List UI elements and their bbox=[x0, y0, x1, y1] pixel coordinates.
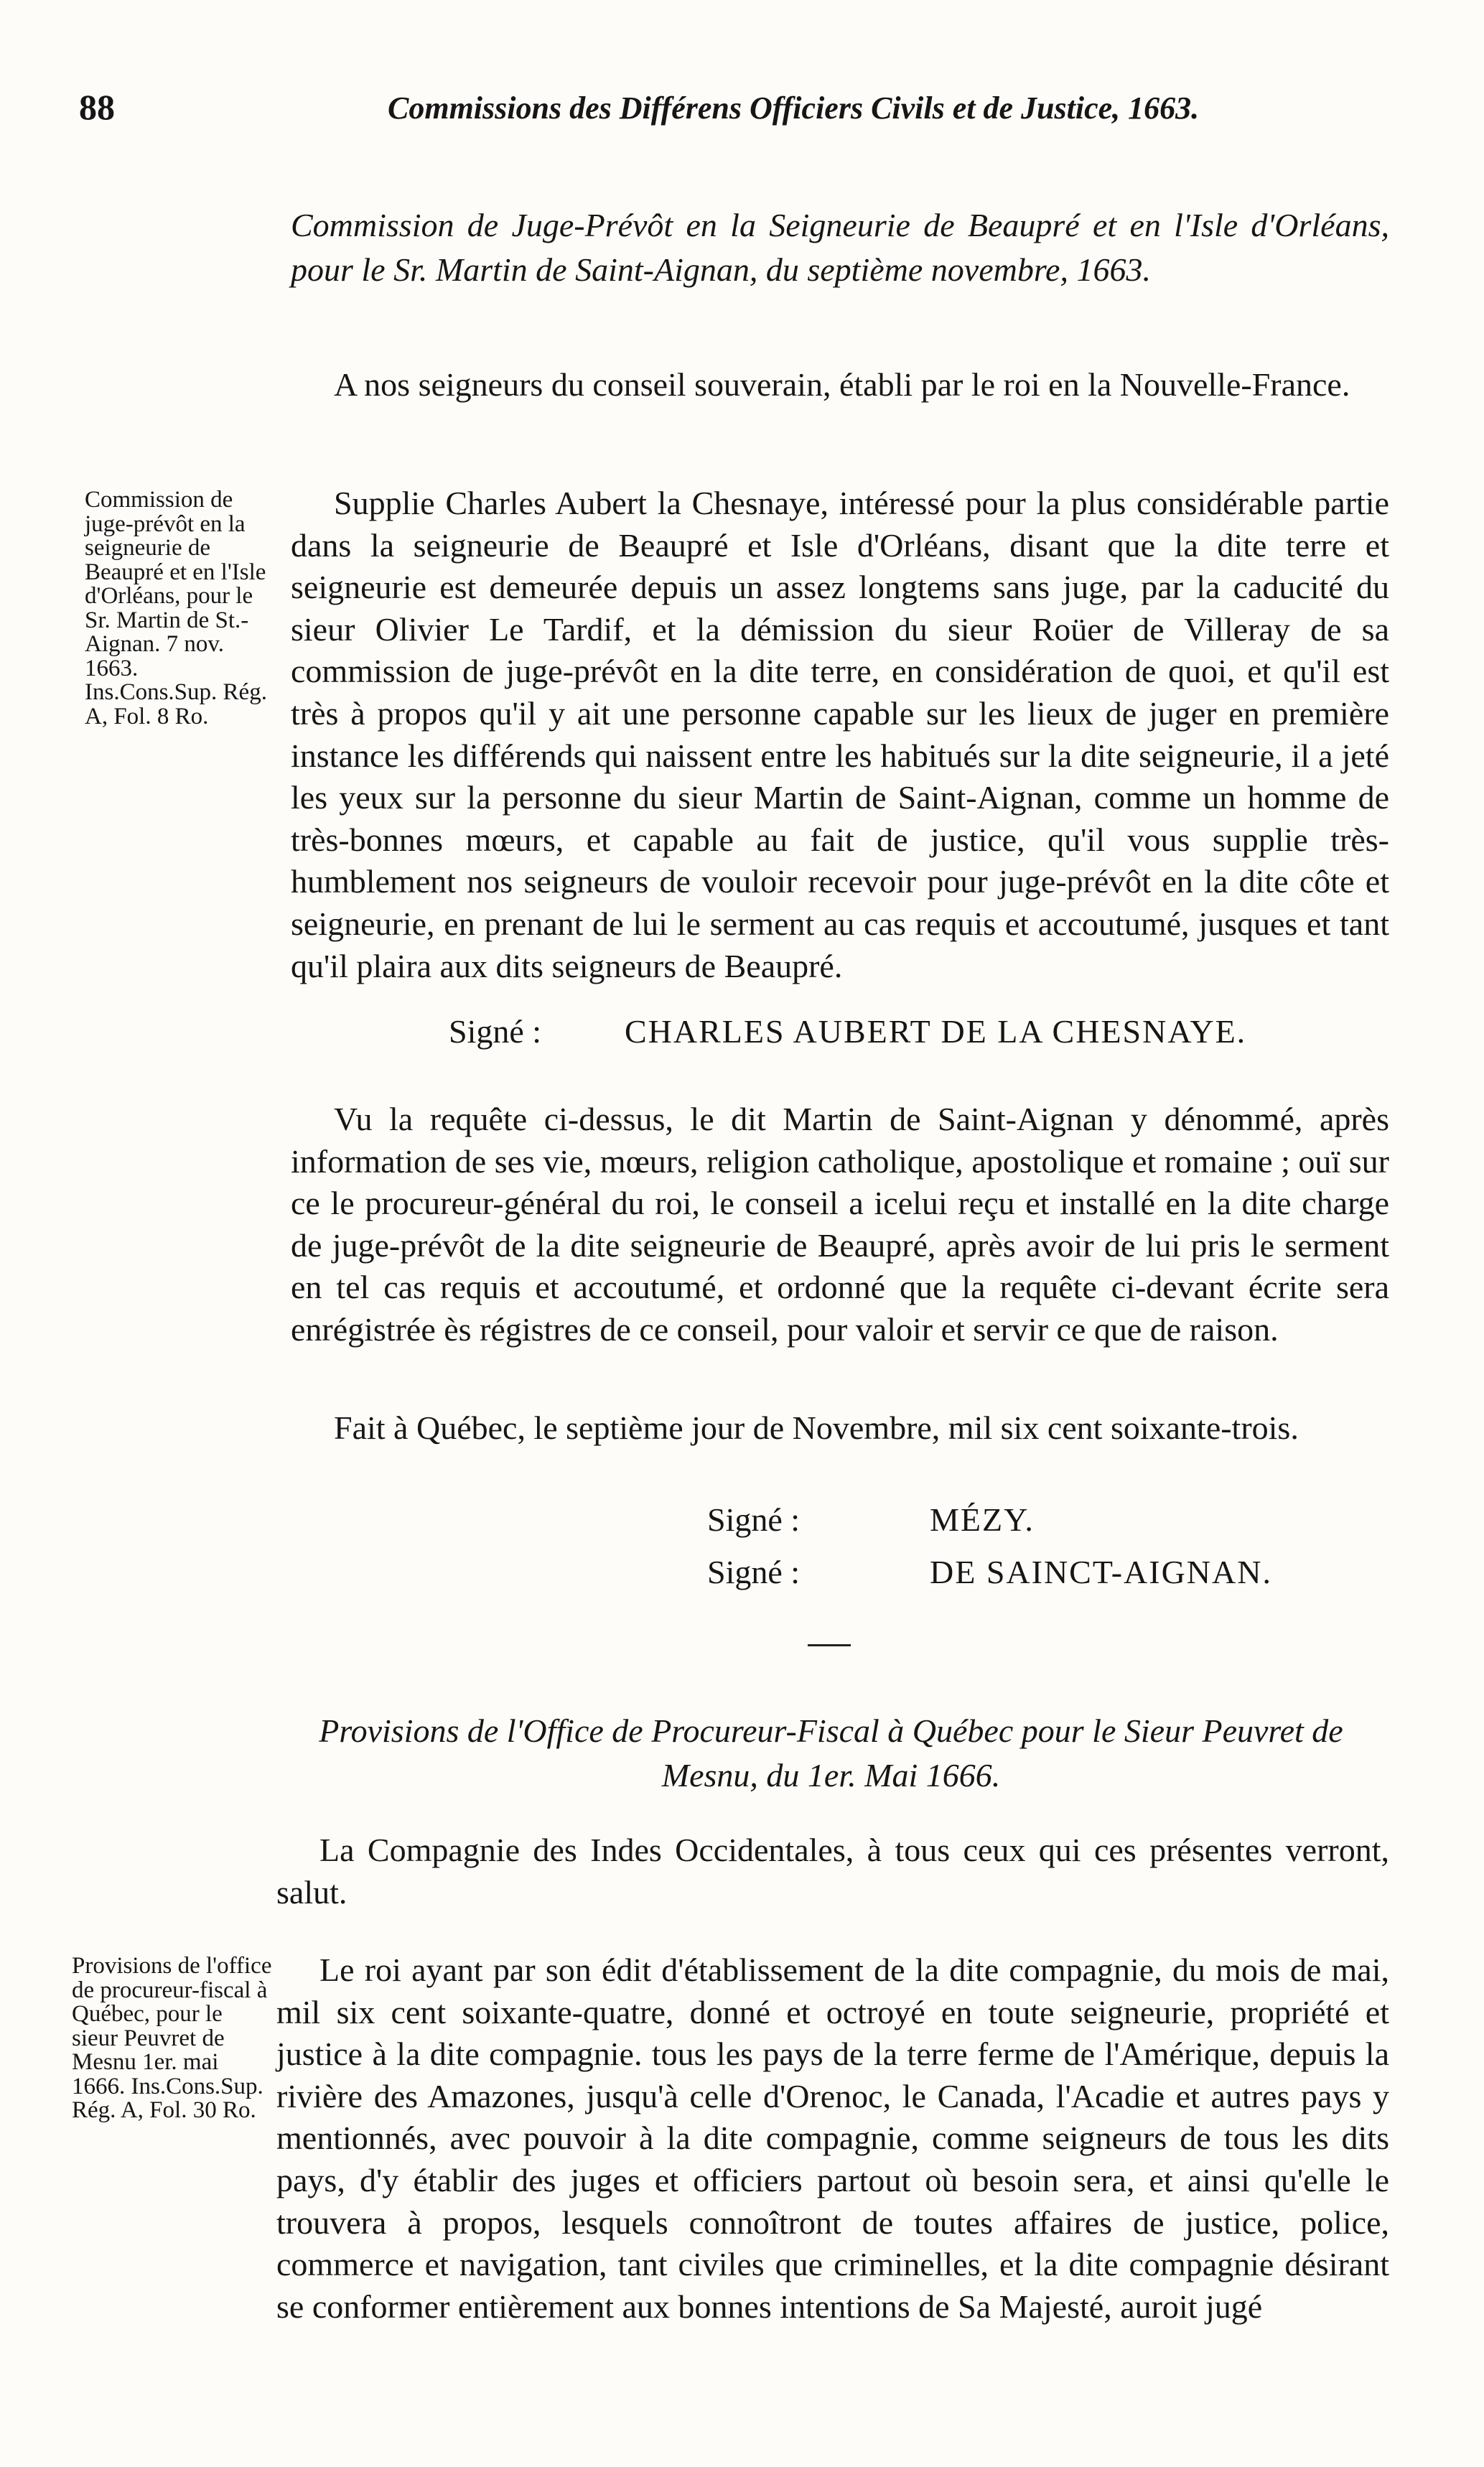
section1-decision: Vu la requête ci-dessus, le dit Martin de Saint-Aignan y dénommé, après information de ses vie, mœurs, religion catholique, apostolique et romaine ; ouï sur ce le procureur-général du roi, le conseil a icelui reçu et installé en la dite charge de juge-prévôt de la dite seigneurie de Beaupré, après avoir de lui pris le serment en tel cas requis et accoutumé, et ordonné que la requête ci-devant écrite sera enrégistrée ès régistres de ce conseil, pour valoir et servir ce que de raison. bbox=[291, 1101, 1389, 1348]
section1-address: A nos seigneurs du conseil souverain, établi par le roi en la Nouvelle-France. bbox=[334, 366, 1350, 403]
running-title: Commissions des Différens Officiers Civils et de Justice, 1663. bbox=[388, 90, 1200, 126]
section1-sidenote: Commission de juge-prévôt en la seigneurie de Beaupré et en l'Isle d'Orléans, pour le Sr. Martin de St.-Aignan. 7 nov. 1663. Ins.Cons.Sup. Rég. A, Fol. 8 Ro. bbox=[85, 487, 267, 729]
signature-chesnaye bbox=[449, 1012, 1382, 1050]
signature-label: Signé : bbox=[449, 1013, 542, 1050]
signature-label: Signé : bbox=[707, 1501, 801, 1538]
section1-petition: Supplie Charles Aubert la Chesnaye, intéressé pour la plus considérable partie dans la seigneurie de Beaupré et Isle d'Orléans, disant que la dite terre et seigneurie est demeurée depuis un assez longtems sans juge, par la caducité du sieur Olivier Le Tardif, et la démission du sieur Roüer de Villeray de sa commission de juge-prévôt en la dite terre, en considération de quoi, et qu'il est très à propos qu'il y ait une personne capable sur les lieux de juger en première instance les différends qui naissent entre les habitués sur la dite seigneurie, il a jeté les yeux sur la personne du sieur Martin de Saint-Aignan, comme un homme de très-bonnes mœurs, et capable au fait de justice, qu'il vous supplie très-humblement nos seigneurs de vouloir recevoir pour juge-prévôt en la dite côte et seigneurie, en prenant de lui le serment au cas requis et accoutumé, jusques et tant qu'il plaira aux dits seigneurs de Beaupré. bbox=[291, 485, 1389, 984]
section-divider bbox=[808, 1644, 851, 1646]
signature-name: CHARLES AUBERT DE LA CHESNAYE. bbox=[625, 1013, 1247, 1050]
section2-body: Le roi ayant par son édit d'établissement de la dite compagnie, du mois de mai, mil six cent soixante-quatre, donné et octroyé en toute seigneurie, propriété et justice à la dite compagnie. tous les pays de la terre ferme de l'Amérique, depuis la rivière des Amazones, jusqu'à celle d'Orenoc, le Canada, l'Acadie et autres pays y mentionnés, avec pouvoir à la dite compagnie, comme seigneurs de tous les dits pays, d'y établir des juges et officiers partout où besoin sera, et ainsi qu'elle le trouvera à propos, lesquels connoîtront de toutes affaires de justice, police, commerce et navigation, tant civiles que criminelles, et la dite compagnie désirant se conformer entièrement aux bonnes intentions de Sa Majesté, auroit jugé bbox=[276, 1951, 1389, 2325]
page-header bbox=[79, 86, 1393, 144]
section1-title: Commission de Juge-Prévôt en la Seigneurie de Beaupré et en l'Isle d'Orléans, pour le Sr. Martin de Saint-Aignan, du septième novembre, 1663. bbox=[291, 207, 1389, 288]
signature-mezy bbox=[707, 1501, 1353, 1539]
section1-dated: Fait à Québec, le septième jour de Novembre, mil six cent soixante-trois. bbox=[334, 1409, 1299, 1446]
section2-address: La Compagnie des Indes Occidentales, à tous ceux qui ces présentes verront, salut. bbox=[276, 1832, 1389, 1911]
signature-name: DE SAINCT-AIGNAN. bbox=[930, 1554, 1272, 1590]
section2-title: Provisions de l'Office de Procureur-Fiscal à Québec pour le Sieur Peuvret de Mesnu, du 1er. Mai 1666. bbox=[319, 1712, 1343, 1794]
section2-sidenote: Provisions de l'office de procureur-fiscal à Québec, pour le sieur Peuvret de Mesnu 1er. mai 1666. Ins.Cons.Sup. Rég. A, Fol. 30 Ro. bbox=[72, 1953, 272, 2123]
signature-label: Signé : bbox=[707, 1554, 801, 1590]
page-number: 88 bbox=[79, 87, 115, 127]
signature-saint-aignan bbox=[707, 1553, 1353, 1591]
signature-name: MÉZY. bbox=[930, 1501, 1035, 1538]
